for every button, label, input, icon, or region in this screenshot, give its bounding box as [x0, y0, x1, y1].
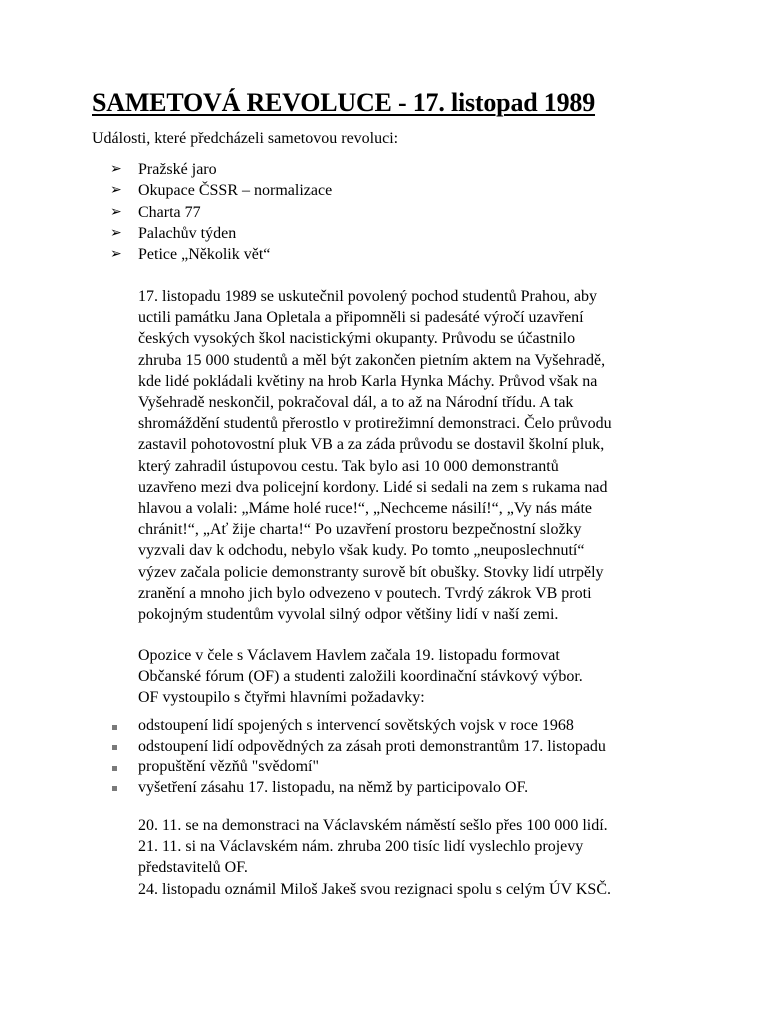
square-bullet-icon — [112, 766, 117, 771]
text-line: zastavil pohotovostní pluk VB a za záda průvodu se dostavil školní pluk, — [138, 436, 605, 454]
paragraph-aftermath — [138, 815, 611, 900]
square-bullet-icon — [112, 786, 117, 791]
text-line: 24. listopadu oznámil Miloš Jakeš svou rezignaci spolu s celým ÚV KSČ. — [138, 880, 611, 898]
text-line: kde lidé pokládali květiny na hrob Karla Hynka Máchy. Průvod však na — [138, 372, 598, 390]
paragraph-november-17 — [138, 286, 612, 625]
list-item: ➢ Charta 77 — [110, 202, 332, 223]
text-line: vyzvali dav k odchodu, nebylo však kudy. Po tomto „neuposlechnutí“ — [138, 542, 585, 560]
text-line: zranění a mnoho jich bylo odvezeno v poutech. Tvrdý zákrok VB proti — [138, 584, 592, 602]
list-item: odstoupení lidí spojených s intervencí sovětských vojsk v roce 1968 — [112, 716, 606, 737]
list-item: ➢ Pražské jaro — [110, 159, 332, 180]
arrow-bullet-icon: ➢ — [110, 203, 122, 220]
square-bullet-icon — [112, 745, 117, 750]
text-line: 20. 11. se na demonstraci na Václavském náměstí sešlo přes 100 000 lidí. — [138, 817, 608, 834]
arrow-bullet-icon: ➢ — [110, 161, 122, 177]
list-item: vyšetření zásahu 17. listopadu, na němž by participovalo OF. — [112, 778, 606, 799]
intro-text: Události, které předcházeli sametovou revoluci: — [92, 130, 399, 147]
text-line: OF vystoupilo s čtyřmi hlavními požadavky: — [138, 689, 425, 707]
text-line: Vyšehradě neskončil, pokračoval dál, a to až na Národní třídu. A tak — [138, 394, 574, 412]
arrow-bullet-icon: ➢ — [110, 246, 122, 263]
list-item: ➢ Petice „Několik vět“ — [110, 244, 332, 265]
text-line: zhruba 15 000 studentů a měl být zakončen pietním aktem na Vyšehradě, — [138, 351, 606, 369]
arrow-bullet-icon: ➢ — [110, 182, 122, 199]
arrow-bullet-icon: ➢ — [110, 224, 122, 241]
text-line: který zahradil ústupovou cestu. Tak bylo asi 10 000 demonstrantů — [138, 457, 559, 475]
text-line: pokojným studentům vyvolal silný odpor většiny lidí v naší zemi. — [138, 606, 559, 624]
paragraph-opposition — [138, 645, 583, 709]
square-bullet-icon — [112, 725, 117, 730]
text-line: Opozice v čele s Václavem Havlem začala 19. listopadu formovat — [138, 647, 560, 664]
list-item: odstoupení lidí odpovědných za zásah proti demonstrantům 17. listopadu — [112, 737, 606, 758]
page-title: SAMETOVÁ REVOLUCE - 17. listopad 1989 — [92, 88, 596, 117]
text-line: představitelů OF. — [138, 859, 248, 877]
events-list — [110, 159, 332, 265]
text-line: Občanské fórum (OF) a studenti založili koordinační stávkový výbor. — [138, 668, 583, 686]
list-item: ➢ Palachův týden — [110, 223, 332, 244]
text-line: uzavřeno mezi dva policejní kordony. Lidé si sedali na zem s rukama nad — [138, 478, 608, 496]
text-line: hlavou a volali: „Máme holé ruce!“, „Nechceme násilí!“, „Vy nás máte — [138, 500, 593, 518]
text-line: shromáždění studentů přerostlo v protirežimní demonstraci. Čelo průvodu — [138, 415, 612, 433]
demands-list — [112, 716, 606, 798]
text-line: českých vysokých škol nacistickými okupanty. Průvodu se účastnilo — [138, 330, 576, 348]
text-line: 21. 11. si na Václavském nám. zhruba 200 tisíc lidí vyslechlo projevy — [138, 838, 584, 856]
text-line: chránit!“, „Ať žije charta!“ Po uzavření prostoru bezpečnostní složky — [138, 521, 582, 539]
text-line: 17. listopadu 1989 se uskutečnil povolený pochod studentů Prahou, aby — [138, 288, 598, 305]
list-item: propuštění vězňů "svědomí" — [112, 757, 606, 778]
list-item: ➢ Okupace ČSSR – normalizace — [110, 180, 332, 201]
text-line: uctili památku Jana Opletala a připomněli si padesáté výročí uzavření — [138, 309, 584, 327]
text-line: výzev začala policie demonstranty surově bít obušky. Stovky lidí utrpěly — [138, 563, 604, 581]
